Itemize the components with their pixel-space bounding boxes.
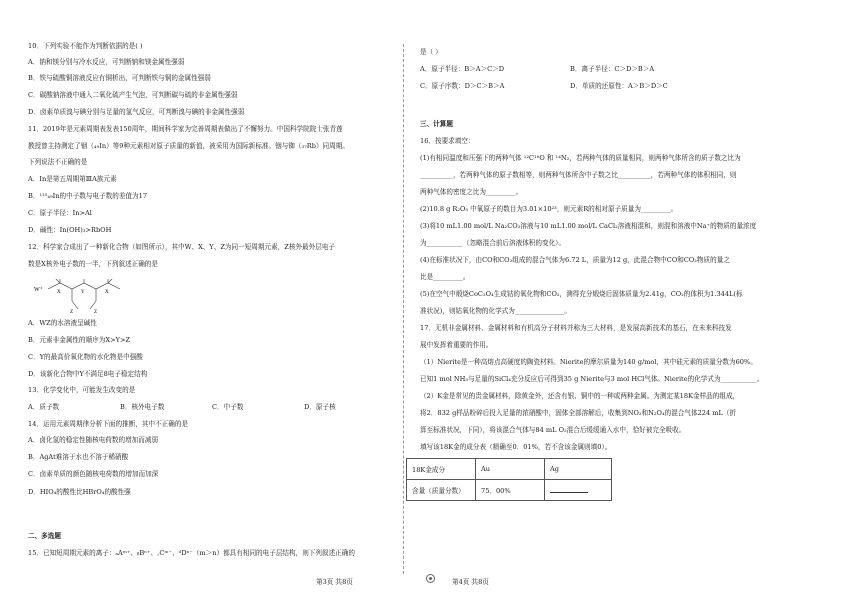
text-line: 12．科学家合成出了一种新化合物（如图所示），其中W、X、Y、Z为同一短周期元素，Z核外最外层电子 <box>28 243 336 251</box>
text-line: (2)10.8 g R₂O₅ 中氧原子的数目为3.01×10²³，则元素R的相对原子质量为_________。 <box>420 205 678 213</box>
text-line: B．铁与硫酸铜溶液反应有铜析出，可判断铁与铜的金属性强弱 <box>28 74 211 82</box>
text-line: B．AgAt难溶于水也不溶于稀硝酸 <box>28 453 129 461</box>
text-line: (5)在空气中煅烧CoC₂O₄生成钴的氧化物和CO₂，测得充分煅烧后固体质量为2.41g，CO₂的体积为1.344L(标 <box>420 290 743 298</box>
text-line: 13．化学变化中，可能发生改变的是 <box>28 386 136 394</box>
text-line: 填写该18K金的成分表（精确至0．01%，若不含该金属则填0）。 <box>420 443 612 451</box>
text-line: 数是X核外电子数的一半，下列叙述正确的是 <box>28 260 158 268</box>
text-line: A．卤化氢的稳定性随核电荷数的增加而减弱 <box>28 436 159 444</box>
molecule-z2-label: Z <box>94 310 98 315</box>
molecule-x2-label: X <box>105 290 109 295</box>
binding-hole-icon <box>426 574 435 583</box>
text-line: 为___________（忽略混合前后溶液体积的变化）。 <box>420 239 566 247</box>
table-row <box>407 459 612 480</box>
table-row <box>407 480 612 501</box>
table-cell-answer-blank[interactable] <box>545 480 612 501</box>
text-line: (1)有相同温度和压强下的两种气体 ¹²C¹⁸O 和 ¹⁴N₂，若两种气体的质量相同，则两种气体所含的质子数之比为 <box>420 154 741 162</box>
text-line: 16．按要求填空： <box>420 137 475 145</box>
text-line: 10．下列实验不能作为判断依据的是( ) <box>28 42 143 50</box>
answer-blank[interactable] <box>550 485 588 493</box>
text-line: C．碳酸钠溶液中通入二氧化硫产生气泡，可判断碳与硫的非金属性强弱 <box>28 91 238 99</box>
molecule-x-label: X <box>57 290 61 295</box>
text-line: 17．无机非金属材料、金属材料和有机高分子材料并称为三大材料，是发展高新技术的基石，在未来科技发 <box>420 324 732 332</box>
text-line: D．卤素单质溴与碘分别与足量的氢气反应，可判断溴与碘的非金属性强弱 <box>28 108 245 116</box>
molecule-w-label: W⁺ <box>34 287 43 293</box>
text-line: D．该新化合物中Y不满足8电子稳定结构 <box>28 370 148 378</box>
text-line: 15．已知短周期元素的离子：ₐAᵐ⁺、ᵦBⁿ⁺、꜀Cᵐ⁻、ᵈDⁿ⁻（m＞n）都具有相同的电子层结构，则下列叙述正确的 <box>28 549 355 557</box>
text-line: C．Y的最高价氧化物的水化物是中强酸 <box>28 353 143 361</box>
molecule-structure-figure <box>34 279 144 315</box>
text-line: （2）K金是常见的贵金属材料，除黄金外，还含有银、铜中的一种或两种金属。为测定某18K金样品的组成， <box>420 392 740 400</box>
text-line: 算至标准状况，下同），将该混合气体与84 mL O₂混合后缓缓通入水中，恰好被完全吸收。 <box>420 426 686 434</box>
text-line: __________，若两种气体的原子数相等，则两种气体所含中子数之比__________，若两种气体的体积相同，则 <box>420 171 737 179</box>
text-line: D．HIO₄的酸性比HBrO₄的酸性强 <box>28 488 131 496</box>
text-line: 11．2019年是元素周期表发表150周年，期间科学家为完善周期表做出了不懈努力。中国科学院院士张青莲 <box>28 125 343 133</box>
table-cell: 18K金成分 <box>407 459 476 480</box>
molecule-y-label: Y <box>81 290 85 295</box>
footer-page-left: 第3页 共8页 <box>316 578 353 586</box>
text-line: 14．运用元素周期律分析下面的推断，其中不正确的是 <box>28 420 189 428</box>
text-line: B．¹¹⁵₄₉In的中子数与电子数的差值为17 <box>28 192 148 200</box>
page-divider <box>403 44 404 574</box>
text-line: A．In是第五周期第ⅢA族元素 <box>28 175 117 183</box>
text-line: A．钠和镁分别与冷水反应，可判断钠和镁金属性强弱 <box>28 58 185 66</box>
text-line: C．卤素单质的颜色随核电荷数的增加而加深 <box>28 470 159 478</box>
q15-option: D．单质的还原性：A＞B＞D＞C <box>570 82 668 90</box>
text-line: B．元素非金属性的顺序为X>Y>Z <box>28 336 131 344</box>
q13-option: C．中子数 <box>212 403 244 411</box>
q15-option: C．原子序数：D＞C＞B＞A <box>420 82 505 90</box>
q15-option: A．原子半径：B＞A＞C＞D <box>420 65 505 73</box>
text-line: 将2．832 g样品粉碎后投入足量的浓硝酸中，固体全部溶解后，收集到NO₂和N₂O₄的混合气体224 mL（折 <box>420 409 737 417</box>
text-line: A．WZ的水溶液呈碱性 <box>28 319 97 327</box>
text-line: 教授曾主持测定了铟（₄₉In）等9种元素相对原子质量的新值，被采用为国际新标准。铟与铷（₃₇Rb）同周期。 <box>28 142 349 150</box>
table-cell: Au <box>476 459 545 480</box>
text-line: 展中发挥着重要的作用。 <box>420 341 493 349</box>
section-heading: 二、多选题 <box>28 532 61 540</box>
text-line: (4)在标准状况下，由CO和CO₂组成的混合气体为6.72 L，质量为12 g，此混合物中CO和CO₂物质的量之 <box>420 256 730 264</box>
q13-option: D．原子核 <box>304 403 336 411</box>
table-cell: 含量（质量分数） <box>407 480 476 501</box>
molecule-z-label: Z <box>70 310 74 315</box>
text-line: D．碱性：In(OH)₃>RbOH <box>28 226 112 234</box>
text-line: 是（ ） <box>420 48 442 56</box>
table-cell: Ag <box>545 459 612 480</box>
text-line: （1）Nierite是一种高熔点高硬度的陶瓷材料。Nierite的摩尔质量为140 g/mol，其中硅元素的质量分数为60%。 <box>420 358 757 366</box>
q15-option: B．离子半径：C＞D＞B＞A <box>570 65 655 73</box>
gold-composition-table <box>406 458 612 501</box>
text-line: C．原子半径：In>Al <box>28 209 92 217</box>
q13-option: B．核外电子数 <box>120 403 165 411</box>
section-heading: 三、计算题 <box>420 120 453 128</box>
footer-page-right: 第4页 共8页 <box>452 578 489 586</box>
table-cell: 75．00% <box>476 480 545 501</box>
text-line: 两种气体的密度之比为_________。 <box>420 188 523 196</box>
text-line: 准状况)，则钴氧化物的化学式为_______________。 <box>420 307 571 315</box>
q13-option: A．质子数 <box>28 403 60 411</box>
text-line: (3)将10 mL1.00 mol/L Na₂CO₃溶液与10 mL1.00 mol/L CaCl₂溶液相混和，则混和溶液中Na⁺的物质的量浓度 <box>420 222 757 230</box>
text-line: 已知1 mol NH₃与足量的SiCl₄充分反应后可得到35 g Nierite与3 mol HCl气体。Nierite的化学式为___________。 <box>420 375 764 383</box>
text-line: 比是_________。 <box>420 273 470 281</box>
text-line: 下列说法不正确的是 <box>28 158 88 166</box>
